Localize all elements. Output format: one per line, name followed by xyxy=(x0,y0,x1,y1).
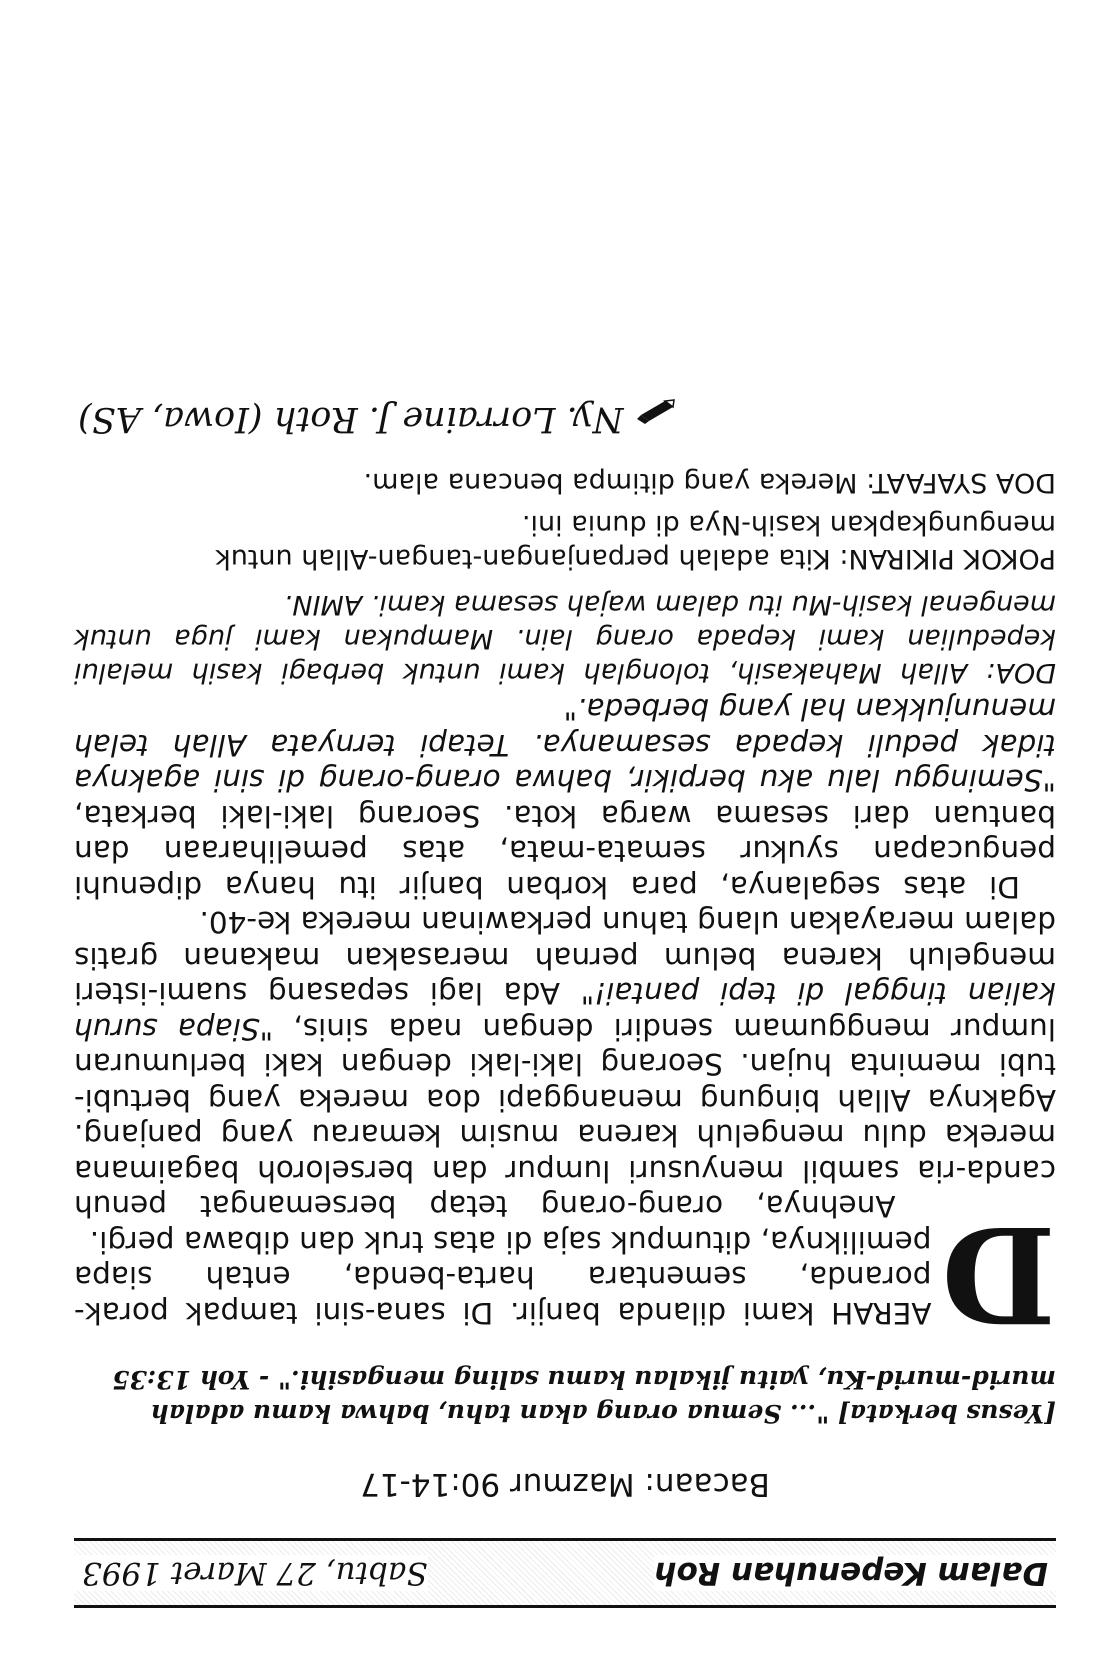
page-header xyxy=(74,1538,1056,1608)
article-paragraph-1 xyxy=(74,1196,1056,1351)
prayer: DOA: Allah Mahakasih, tolonglah kami untuk berbagi kasih melalui kepedulian kami kepada orang lain. Mampukan kami juga untuk mengenal kasih-Mu itu dalam wajah sesama kami. AMIN. xyxy=(74,589,1056,688)
header-date: Sabtu, 27 Maret 1993 xyxy=(74,1555,428,1591)
key-verse: [Yesus berkata] "... Semua orang akan tahu, bahwa kamu adalah murid-murid-Ku, yaitu jikalau kamu saling mengasihi." - Yoh 13:35 xyxy=(112,1365,1056,1428)
article-paragraph-3 xyxy=(74,691,1056,904)
paragraph-2-text-b: Ada lagi sepasang suami-isteri mengeluh karena belum pernah merasakan makanan gratis dalam merayakan ulang tahun perkawinan mereka ke-40. xyxy=(74,905,1056,1011)
paragraph-1-text: AERAH kami dilanda banjir. Di sana-sini tampak porak-poranda, sementara harta-benda, entah siapa pemiliknya, ditumpuk saja di atas truk dan dibawa pergi. xyxy=(74,1225,932,1330)
drop-cap: D xyxy=(941,1196,1056,1351)
paragraph-3-quote: "Seminggu lalu aku berpikir, bahwa orang-orang di sini agaknya tidak peduli kepada sesamanya. Tetapi ternyata Allah telah menunjukkan hal yang berbeda." xyxy=(74,692,1056,798)
author-line xyxy=(74,399,1056,439)
article-body xyxy=(74,691,1056,1351)
author-name: Ny. Lorraine J. Roth (Iowa, AS) xyxy=(78,399,624,439)
paragraph-2-text-a: Anehnya, orang-orang tetap bersemangat penuh canda-ria sambil menyusuri lumpur dan berseloroh bagaimana mereka dulu mengeluh karena musim kemarau yang panjang. Agaknya Allah bingung menanggapi doa mereka yang bertubi-tubi meminta hujan. Seorang laki-laki dengan kaki berlumuran lumpur menggumam sendiri dengan nada sinis, xyxy=(74,1012,1056,1224)
key-thought: POKOK PIKIRAN: Kita adalah perpanjangan-tangan-Allah untuk mengungkapkan kasih-Nya di dunia ini. xyxy=(215,509,1056,574)
article-paragraph-2 xyxy=(74,904,1056,1224)
header-title: Dalam Kepenuhan Roh xyxy=(654,1555,1056,1591)
paragraph-2-quote: "Siapa suruh kalian tinggal di tepi pantai!" xyxy=(74,976,1056,1046)
paragraph-3-text-a: Di atas segalanya, para korban banjir itu hanya dipenuhi pengucapan syukur semata-mata, atas pemeliharaan dan bantuan dari sesama warga kota. Seorang laki-laki berkata, xyxy=(74,799,1056,904)
intercession: DOA SYAFAAT: Mereka yang ditimpa bencana alam. xyxy=(363,467,1056,498)
pen-icon xyxy=(635,405,675,431)
scripture-reading: Bacaan: Mazmur 90:14-17 xyxy=(360,1466,770,1502)
